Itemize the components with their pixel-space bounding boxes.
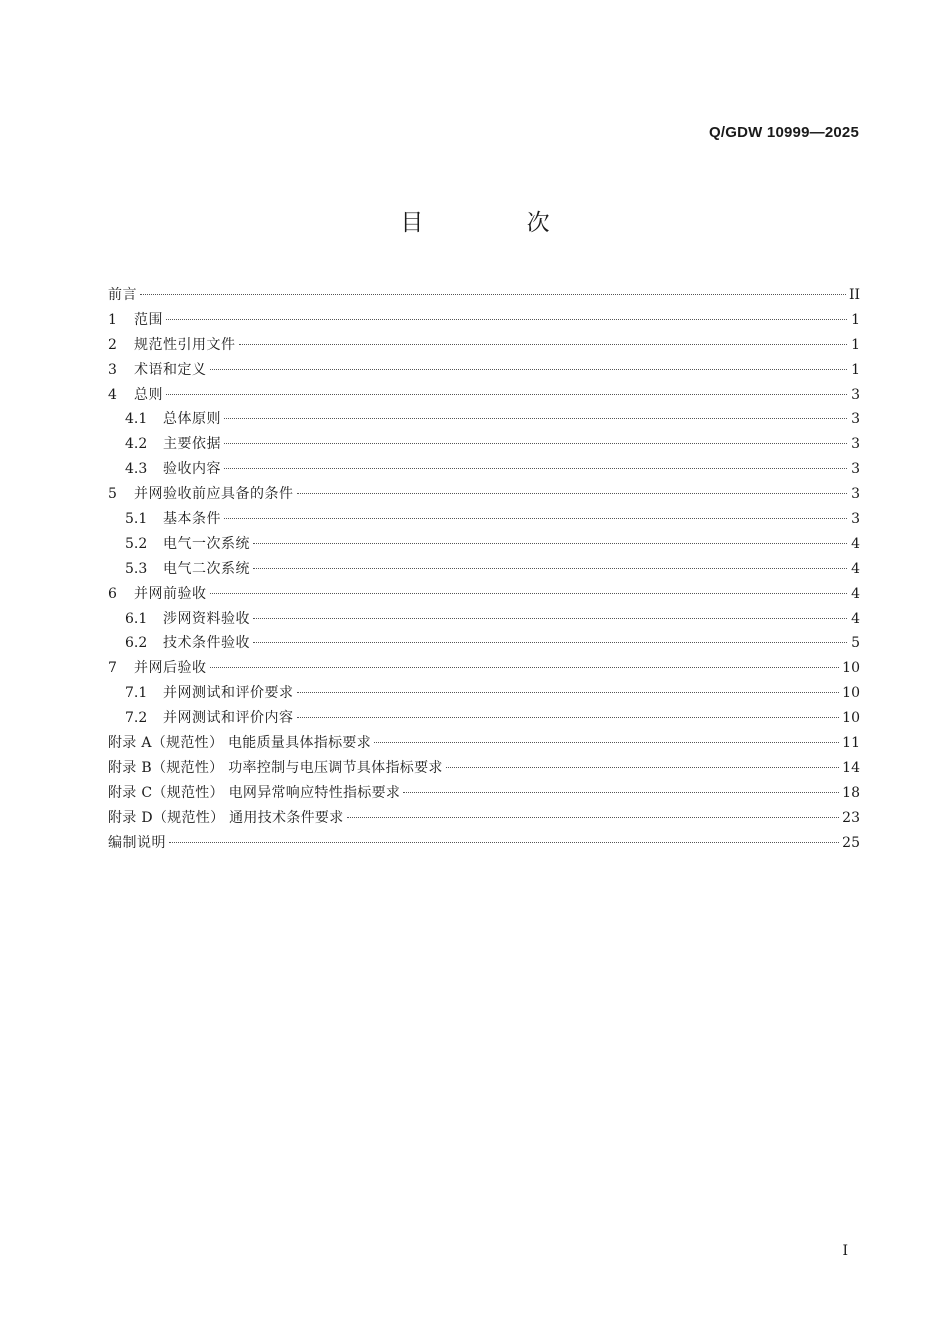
toc-entry-label: 前言 — [108, 287, 137, 303]
toc-leader-dots — [166, 394, 847, 395]
toc-entry-label: 并网前验收 — [134, 585, 207, 602]
toc-entry-label: 术语和定义 — [134, 361, 207, 378]
toc-entry[interactable] — [108, 333, 860, 358]
toc-entry-page: 4 — [851, 610, 860, 627]
toc-entry-label: 规范性引用文件 — [134, 336, 236, 353]
toc-entry-page: 4 — [851, 560, 860, 577]
toc-leader-dots — [297, 493, 848, 494]
toc-leader-dots — [253, 642, 847, 643]
toc-entry-page: 4 — [851, 585, 860, 602]
toc-entry-number: 6.2 — [125, 635, 148, 652]
toc-entry-page: 4 — [851, 535, 860, 552]
toc-entry[interactable] — [108, 681, 860, 706]
toc-leader-dots — [210, 593, 848, 594]
toc-leader-dots — [224, 418, 847, 419]
toc-entry[interactable] — [108, 358, 860, 383]
toc-leader-dots — [297, 717, 840, 718]
toc-entry[interactable] — [108, 532, 860, 557]
toc-leader-dots — [210, 667, 840, 668]
toc-entry-number: 2 — [108, 336, 117, 353]
toc-entry-label: 主要依据 — [163, 436, 221, 453]
toc-entry[interactable] — [108, 781, 860, 806]
toc-leader-dots — [239, 344, 848, 345]
toc-entry[interactable] — [108, 407, 860, 432]
toc-entry-page: 1 — [851, 311, 860, 328]
toc-leader-dots — [169, 842, 839, 843]
toc-leader-dots — [446, 767, 839, 768]
toc-entry-number: 6.1 — [125, 610, 148, 627]
toc-entry-page: II — [848, 287, 860, 303]
toc-entry-label: 基本条件 — [163, 511, 221, 528]
toc-entry-label: 附录 D（规范性） 通用技术条件要求 — [108, 809, 344, 826]
toc-leader-dots — [224, 468, 847, 469]
toc-entry-label: 总体原则 — [163, 411, 221, 428]
toc-entry-page: 3 — [851, 411, 860, 428]
toc-entry[interactable] — [108, 731, 860, 756]
toc-leader-dots — [374, 742, 839, 743]
toc-entry-label: 并网测试和评价内容 — [163, 710, 294, 727]
toc-entry[interactable] — [108, 482, 860, 507]
toc-entry-label: 电气一次系统 — [163, 535, 250, 552]
toc-entry-page: 10 — [842, 660, 860, 677]
toc-title: 目 次 — [400, 210, 598, 236]
toc-leader-dots — [140, 294, 846, 295]
toc-entry-page: 3 — [851, 486, 860, 503]
document-code: Q/GDW 10999—2025 — [709, 124, 859, 141]
toc-entry[interactable] — [108, 806, 860, 831]
toc-entry[interactable] — [108, 283, 860, 308]
toc-entry-label: 附录 A（规范性） 电能质量具体指标要求 — [108, 735, 372, 752]
toc-entry-label: 技术条件验收 — [163, 635, 250, 652]
toc-entry[interactable] — [108, 432, 860, 457]
toc-entry[interactable] — [108, 383, 860, 408]
toc-entry[interactable] — [108, 656, 860, 681]
toc-entry-page: 11 — [842, 735, 860, 752]
toc-entry-page: 25 — [842, 834, 860, 851]
toc-entry[interactable] — [108, 582, 860, 607]
toc-entry-number: 4 — [108, 386, 117, 403]
toc-entry[interactable] — [108, 607, 860, 632]
toc-entry-number: 1 — [108, 311, 117, 328]
toc-entry[interactable] — [108, 756, 860, 781]
toc-entry-number: 3 — [108, 361, 117, 378]
toc-entry-page: 3 — [851, 511, 860, 528]
toc-entry-page: 3 — [851, 386, 860, 403]
toc-entry-number: 7.2 — [125, 710, 148, 727]
toc-leader-dots — [297, 692, 840, 693]
toc-entry[interactable] — [108, 308, 860, 333]
toc-entry-number: 6 — [108, 585, 117, 602]
toc-entry-page: 1 — [851, 336, 860, 353]
toc-entry-page: 10 — [842, 710, 860, 727]
toc-entry-number: 5 — [108, 486, 117, 503]
toc-leader-dots — [210, 369, 848, 370]
toc-leader-dots — [166, 319, 847, 320]
toc-entry-number: 5.1 — [125, 511, 148, 528]
toc-entry-label: 范围 — [134, 311, 163, 328]
toc-entry-page: 14 — [842, 759, 860, 776]
toc-entry-label: 并网测试和评价要求 — [163, 685, 294, 702]
toc-entry-page: 1 — [851, 361, 860, 378]
toc-entry[interactable] — [108, 706, 860, 731]
toc-entry-number: 7.1 — [125, 685, 148, 702]
toc-entry-page: 18 — [842, 784, 860, 801]
page-number: I — [842, 1243, 848, 1259]
toc-entry-page: 3 — [851, 461, 860, 478]
toc-entry[interactable] — [108, 631, 860, 656]
toc-entry[interactable] — [108, 557, 860, 582]
table-of-contents — [108, 283, 860, 855]
toc-entry-label: 验收内容 — [163, 461, 221, 478]
toc-entry-number: 5.2 — [125, 535, 148, 552]
toc-entry-label: 并网后验收 — [134, 660, 207, 677]
toc-entry-label: 编制说明 — [108, 834, 166, 851]
toc-leader-dots — [224, 443, 847, 444]
toc-leader-dots — [224, 518, 847, 519]
toc-entry-page: 3 — [851, 436, 860, 453]
toc-entry-page: 23 — [842, 809, 860, 826]
toc-leader-dots — [253, 618, 847, 619]
toc-entry-label: 并网验收前应具备的条件 — [134, 486, 294, 503]
toc-entry[interactable] — [108, 507, 860, 532]
toc-entry-number: 5.3 — [125, 560, 148, 577]
toc-entry[interactable] — [108, 457, 860, 482]
toc-entry-number: 4.2 — [125, 436, 148, 453]
toc-leader-dots — [253, 568, 847, 569]
toc-entry-number: 7 — [108, 660, 117, 677]
toc-entry-number: 4.3 — [125, 461, 148, 478]
toc-leader-dots — [403, 792, 839, 793]
toc-leader-dots — [347, 817, 840, 818]
toc-entry[interactable] — [108, 831, 860, 856]
toc-entry-number: 4.1 — [125, 411, 148, 428]
toc-entry-label: 总则 — [134, 386, 163, 403]
toc-entry-page: 5 — [851, 635, 860, 652]
toc-entry-label: 附录 C（规范性） 电网异常响应特性指标要求 — [108, 784, 401, 801]
toc-entry-label: 电气二次系统 — [163, 560, 250, 577]
toc-entry-label: 附录 B（规范性） 功率控制与电压调节具体指标要求 — [108, 759, 443, 776]
toc-entry-page: 10 — [842, 685, 860, 702]
toc-leader-dots — [253, 543, 847, 544]
toc-entry-label: 涉网资料验收 — [163, 610, 250, 627]
